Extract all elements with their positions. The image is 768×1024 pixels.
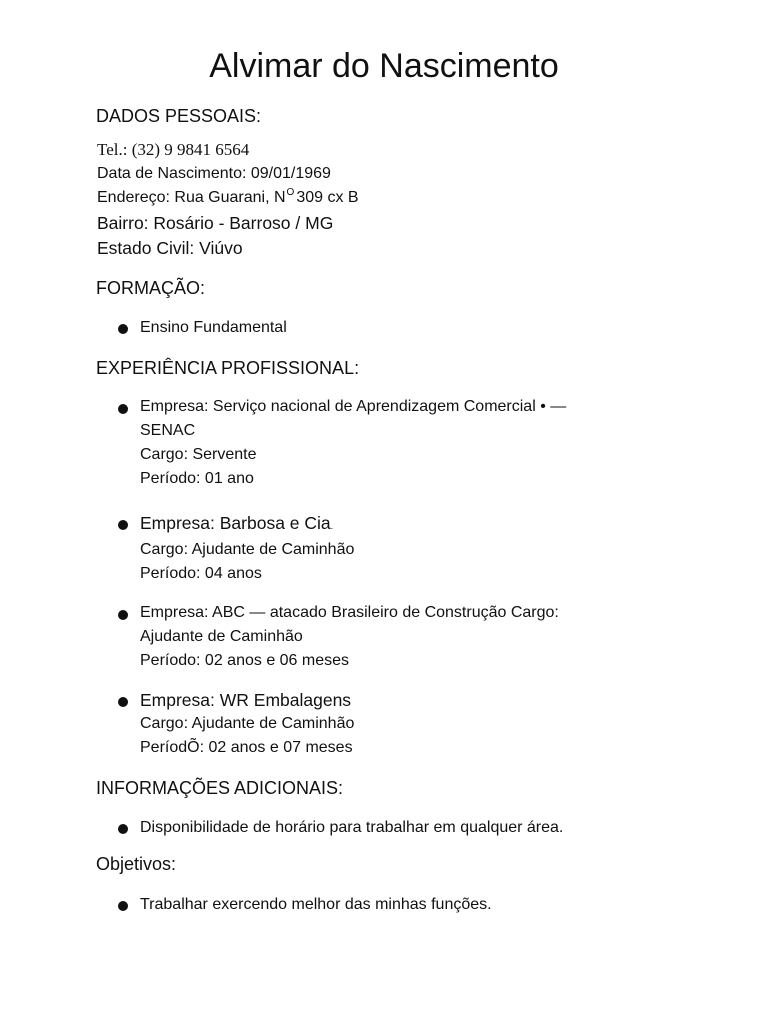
job-role: Cargo: Servente	[140, 446, 257, 463]
job-entry	[140, 601, 559, 673]
bullet-icon	[118, 824, 128, 834]
civil-status-line: Estado Civil: Viúvo	[97, 238, 243, 258]
address-superscript: O	[286, 187, 295, 198]
job-entry	[140, 511, 354, 586]
job-company: Empresa: Serviço nacional de Aprendizagem Comercial • —	[140, 398, 567, 415]
job-role: Cargo: Ajudante de Caminhão	[140, 715, 355, 732]
education-item: Ensino Fundamental	[140, 319, 287, 336]
job-period: Período: 02 anos e 06 meses	[140, 652, 350, 669]
birth-date-line: Data de Nascimento: 09/01/1969	[97, 165, 331, 182]
job-company: Empresa: ABC — atacado Brasileiro de Construção Cargo:	[140, 604, 559, 621]
education-heading: FORMAÇÃO:	[96, 278, 206, 298]
job-company: Empresa: WR Embalagens	[140, 690, 352, 710]
document-title: Alvimar do Nascimento	[209, 47, 559, 85]
job-entry	[140, 688, 354, 760]
neighborhood-line: Bairro: Rosário - Barroso / MG	[97, 213, 334, 233]
job-period: Período: 01 ano	[140, 470, 254, 487]
bullet-icon	[118, 697, 128, 707]
job-entry	[140, 395, 566, 491]
job-role: Ajudante de Caminhão	[140, 628, 303, 645]
bullet-icon	[118, 520, 128, 530]
address-line	[97, 187, 359, 211]
address-suffix: 309 cx B	[296, 189, 359, 206]
address-prefix: Endereço: Rua Guarani, N	[97, 189, 286, 206]
job-company: Empresa: Barbosa e Cia	[140, 513, 331, 533]
bullet-icon	[118, 901, 128, 911]
bullet-icon	[118, 610, 128, 620]
phone-line: Tel.: (32) 9 9841 6564	[97, 140, 250, 159]
job-company-mark: .	[330, 521, 334, 531]
bullet-icon	[118, 324, 128, 334]
job-period: PeríodÕ: 02 anos e 07 meses	[140, 739, 353, 756]
experience-heading: EXPERIÊNCIA PROFISSIONAL:	[96, 358, 360, 378]
objectives-heading: Objetivos:	[96, 854, 177, 874]
job-role: Cargo: Ajudante de Caminhão	[140, 541, 355, 558]
job-period: Período: 04 anos	[140, 565, 262, 582]
additional-info-item: Disponibilidade de horário para trabalhar em qualquer área.	[140, 819, 564, 836]
personal-data-heading: DADOS PESSOAIS:	[96, 106, 262, 126]
additional-info-heading: INFORMAÇÕES ADICIONAIS:	[96, 778, 344, 798]
bullet-icon	[118, 404, 128, 414]
objective-item: Trabalhar exercendo melhor das minhas funções.	[140, 896, 492, 913]
job-company-continued: SENAC	[140, 422, 196, 439]
